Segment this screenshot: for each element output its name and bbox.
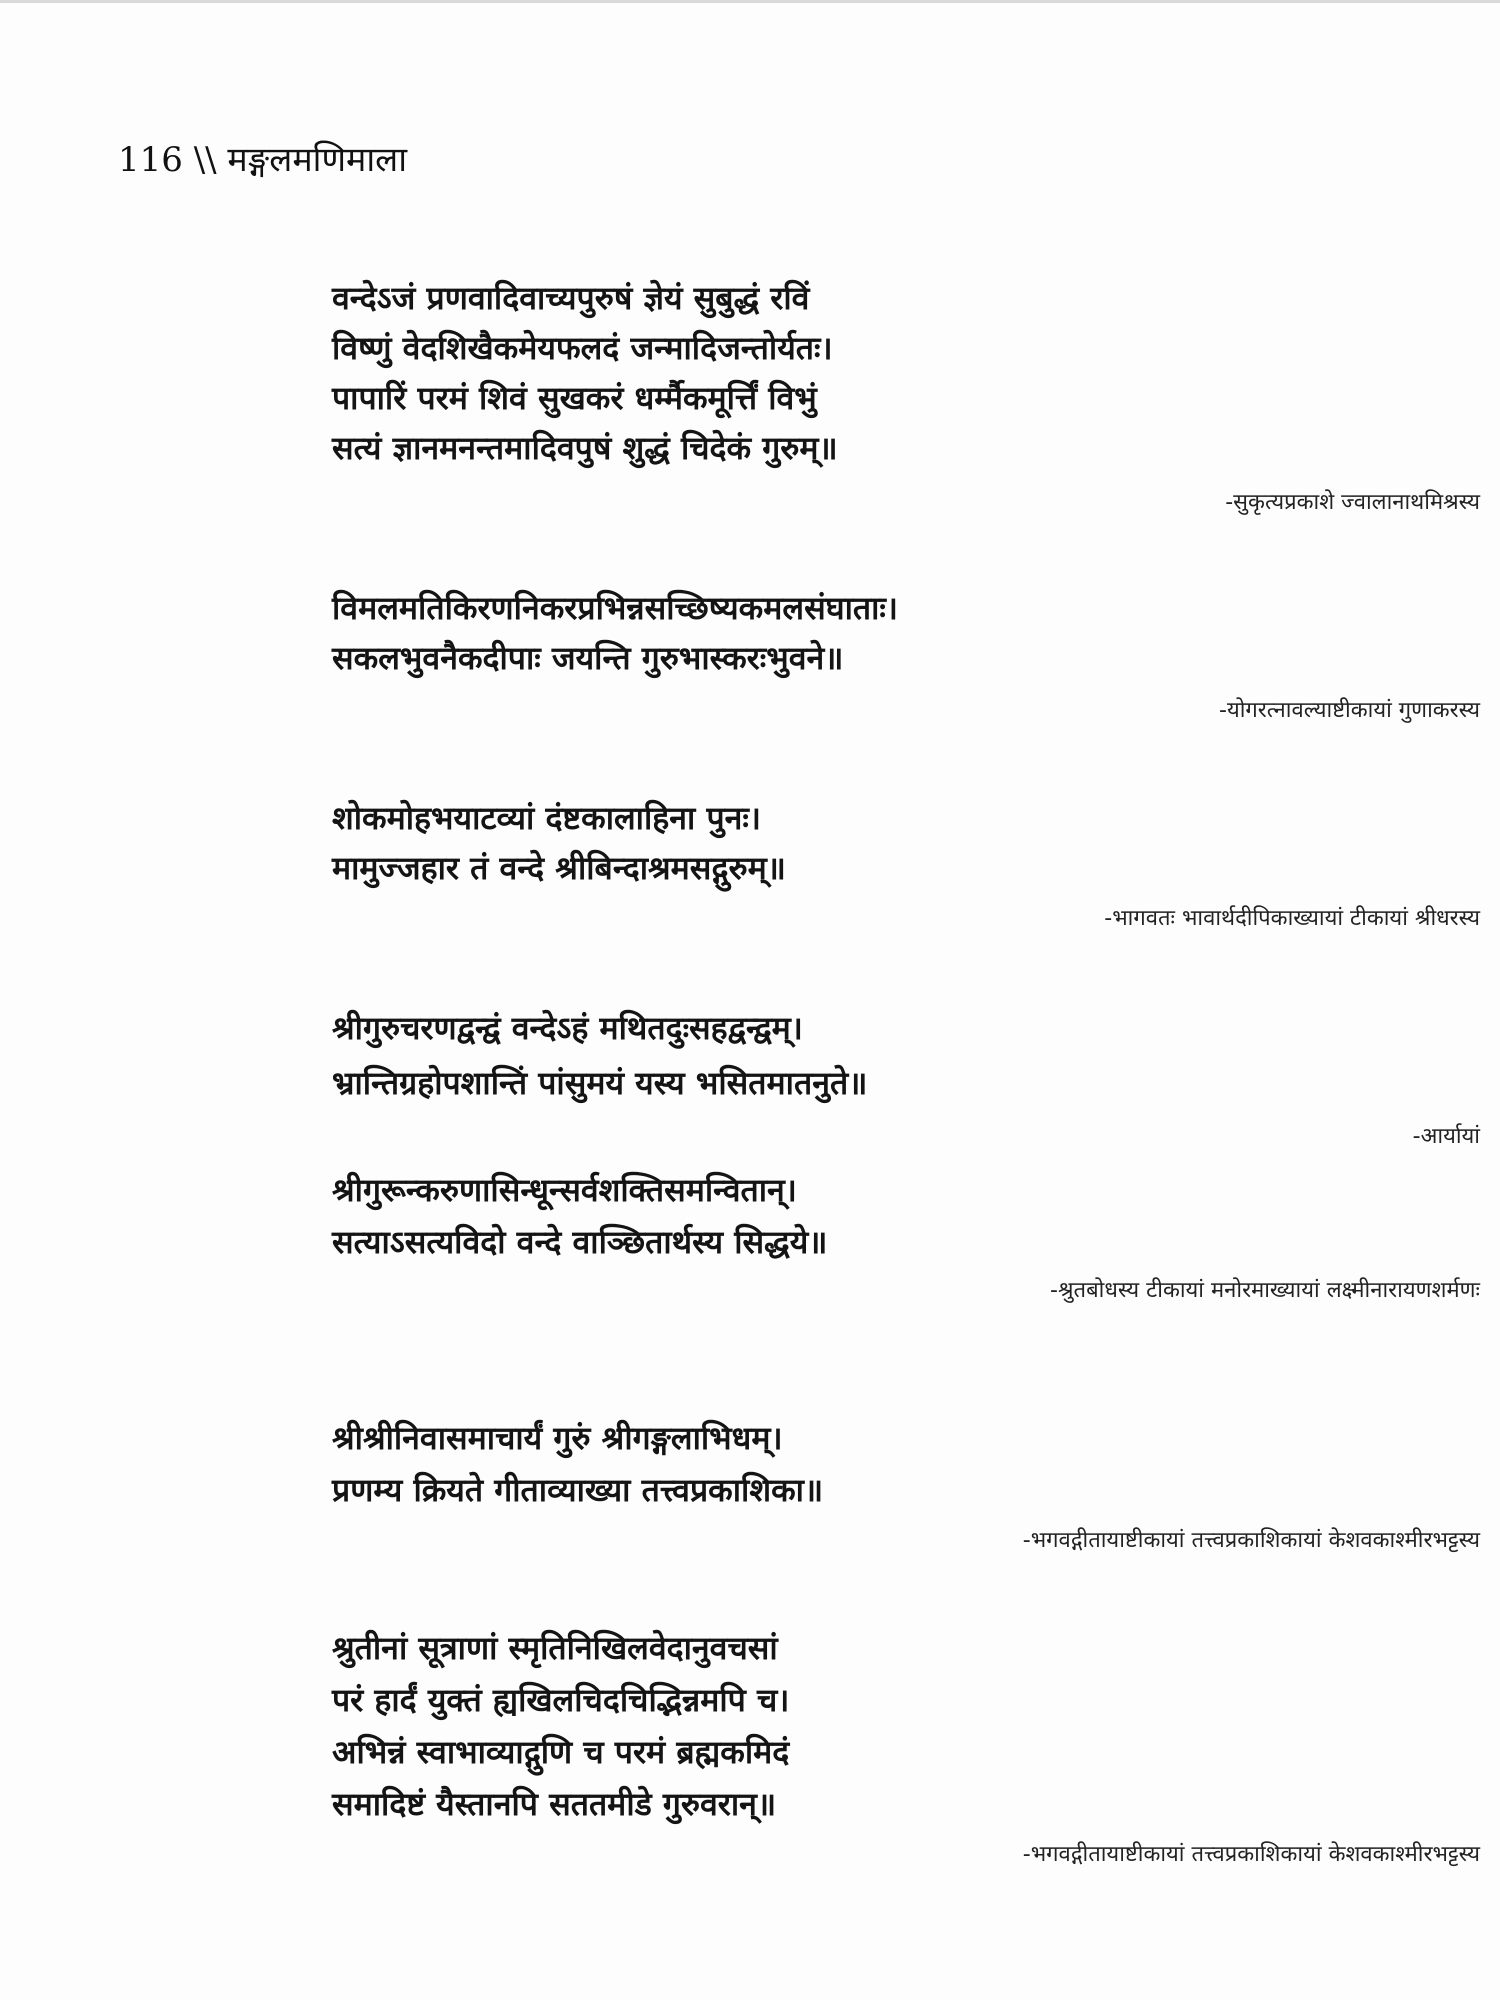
verse-line: सकलभुवनैकदीपाः जयन्ति गुरुभास्करःभुवने॥ (332, 639, 844, 677)
verse-line: परं हार्दं युक्तं ह्यखिलचिदचिद्भिन्नमपि च। (332, 1681, 790, 1719)
verse-source-citation: -सुकृत्यप्रकाशे ज्वालानाथमिश्रस्य (1225, 490, 1480, 515)
verse-line: वन्देऽजं प्रणवादिवाच्यपुरुषं ज्ञेयं सुबुद्धं रविं (332, 279, 810, 317)
page-header: 116 \\ मङ्गलमणिमाला (118, 140, 408, 180)
verse-line: अभिन्नं स्वाभाव्याद्गुणि च परमं ब्रह्मकमिदं (332, 1733, 790, 1771)
verse-line: भ्रान्तिग्रहोपशान्तिं पांसुमयं यस्य भसितमातनुते॥ (332, 1064, 868, 1102)
verse-line: पापारिं परमं शिवं सुखकरं धर्म्मैकमूर्त्तिं विभुं (332, 379, 817, 417)
verse-line: मामुज्जहार तं वन्दे श्रीबिन्दाश्रमसद्गुरुम्॥ (332, 849, 786, 887)
verse-source-citation: -भागवतः भावार्थदीपिकाख्यायां टीकायां श्रीधरस्य (1104, 906, 1480, 931)
verse-line: श्रीगुरुचरणद्वन्द्वं वन्देऽहं मथितदुःसहद्वन्द्वम्। (332, 1009, 803, 1047)
page-top-edge (0, 0, 1500, 3)
verse-source-citation: -भगवद्गीतायाष्टीकायां तत्त्वप्रकाशिकायां केशवकाश्मीरभट्टस्य (1022, 1528, 1480, 1553)
verse-source-citation: -आर्यायां (1412, 1124, 1480, 1149)
verse-line: सत्याऽसत्यविदो वन्दे वाञ्छितार्थस्य सिद्धये॥ (332, 1223, 828, 1261)
verse-line: समादिष्टं यैस्तानपि सततमीडे गुरुवरान्॥ (332, 1785, 777, 1823)
verse-line: शोकमोहभयाटव्यां दंष्टकालाहिना पुनः। (332, 799, 761, 837)
verse-line: विमलमतिकिरणनिकरप्रभिन्नसच्छिष्यकमलसंघाताः। (332, 589, 899, 627)
verse-line: श्रुतीनां सूत्राणां स्मृतिनिखिलवेदानुवचसां (332, 1629, 778, 1667)
verse-source-citation: -भगवद्गीतायाष्टीकायां तत्त्वप्रकाशिकायां केशवकाश्मीरभट्टस्य (1022, 1842, 1480, 1867)
verse-line: प्रणम्य क्रियते गीताव्याख्या तत्त्वप्रकाशिका॥ (332, 1471, 824, 1509)
verse-source-citation: -योगरत्नावल्याष्टीकायां गुणाकरस्य (1219, 698, 1480, 723)
verse-line: सत्यं ज्ञानमनन्तमादिवपुषं शुद्धं चिदेकं गुरुम्॥ (332, 429, 838, 467)
verse-source-citation: -श्रुतबोधस्य टीकायां मनोरमाख्यायां लक्ष्मीनारायणशर्मणः (1050, 1278, 1480, 1303)
verse-line: श्रीश्रीनिवासमाचार्यं गुरुं श्रीगङ्गलाभिधम्। (332, 1419, 783, 1457)
verse-line: विष्णुं वेदशिखैकमेयफलदं जन्मादिजन्तोर्यतः। (332, 329, 833, 367)
verse-line: श्रीगुरून्करुणासिन्धून्सर्वशक्तिसमन्वितान्। (332, 1171, 797, 1209)
